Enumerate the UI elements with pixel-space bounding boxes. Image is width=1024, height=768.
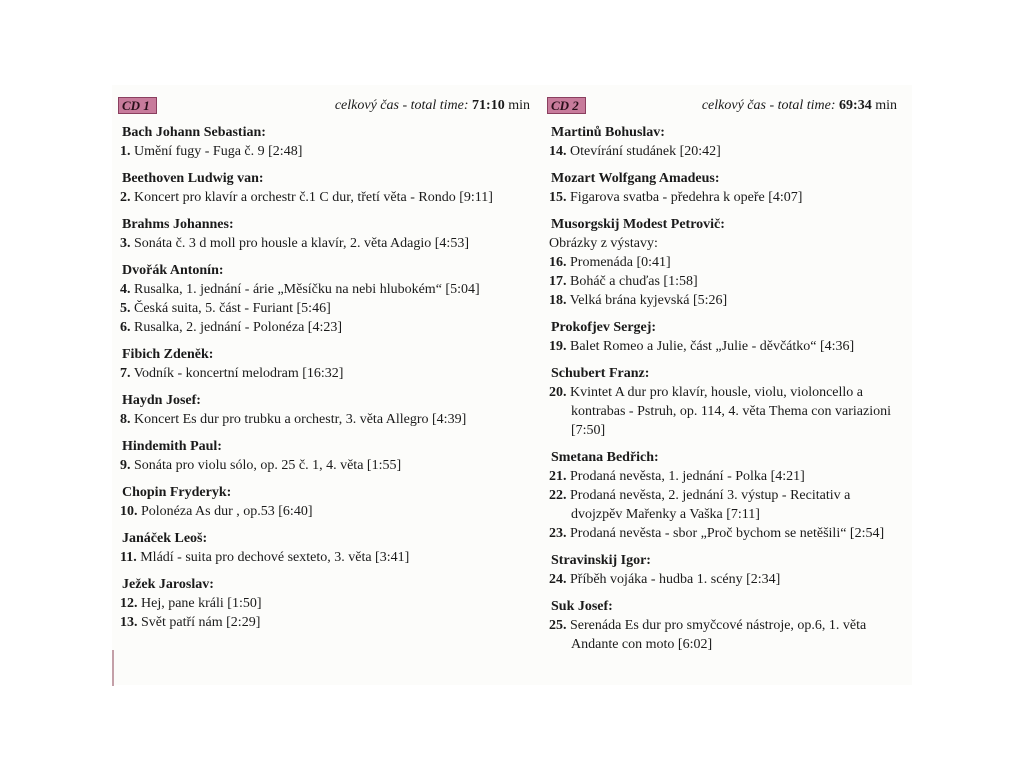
- track-title: Rusalka, 1. jednání - árie „Měsíčku na nebi hlubokém“ [5:04]: [134, 282, 480, 297]
- composer-name: Janáček Leoš:: [122, 531, 208, 546]
- track-number: 4.: [120, 282, 131, 297]
- track-number: 22.: [549, 488, 567, 503]
- track-item: [549, 253, 903, 272]
- track-title: Sonáta pro violu sólo, op. 25 č. 1, 4. věta [1:55]: [134, 458, 402, 473]
- composer-name: Suk Josef:: [551, 599, 613, 614]
- track-item: [120, 364, 536, 383]
- track-item: [120, 188, 536, 207]
- track-title: Koncert pro klavír a orchestr č.1 C dur, třetí věta - Rondo [9:11]: [134, 190, 493, 205]
- track-title: Prodaná nevěsta, 1. jednání - Polka [4:21]: [570, 469, 805, 484]
- track-item: [549, 337, 903, 356]
- track-number: 20.: [549, 385, 567, 400]
- composer-name: Smetana Bedřich:: [551, 450, 659, 465]
- composer-block: [118, 391, 536, 429]
- track-item: [120, 318, 536, 337]
- track-item: [120, 280, 536, 299]
- composer-block: [118, 575, 536, 632]
- composer-name: Hindemith Paul:: [122, 439, 222, 454]
- composer-name: Fibich Zdeněk:: [122, 347, 214, 362]
- track-number: 3.: [120, 236, 131, 251]
- composer-name: Haydn Josef:: [122, 393, 201, 408]
- composer-name: Brahms Johannes:: [122, 217, 234, 232]
- composer-name: Martinů Bohuslav:: [551, 125, 665, 140]
- track-title: Serenáda Es dur pro smyčcové nástroje, op.6, 1. věta Andante con moto [6:02]: [570, 618, 867, 652]
- track-number: 5.: [120, 301, 131, 316]
- track-title: Vodník - koncertní melodram [16:32]: [133, 366, 344, 381]
- track-item: [120, 142, 536, 161]
- composer-block: [547, 215, 903, 310]
- track-item: [120, 548, 536, 567]
- composer-block: [118, 123, 536, 161]
- cd2-column: [547, 96, 903, 662]
- track-number: 18.: [549, 293, 567, 308]
- total-time-unit: min: [508, 98, 530, 113]
- composer-block: [547, 169, 903, 207]
- composer-block: [547, 597, 903, 654]
- composer-block: [547, 551, 903, 589]
- track-title: Balet Romeo a Julie, část „Julie - děvčátko“ [4:36]: [570, 339, 855, 354]
- composer-block: [118, 169, 536, 207]
- composer-block: [118, 345, 536, 383]
- cd2-header: [547, 96, 903, 115]
- track-item: [120, 299, 536, 318]
- cd1-column: [118, 96, 536, 640]
- track-item: [549, 570, 903, 589]
- composer-block: [118, 215, 536, 253]
- composer-block: [547, 318, 903, 356]
- cd1-composer-list: [118, 123, 536, 632]
- track-number: 15.: [549, 190, 567, 205]
- composer-name: Musorgskij Modest Petrovič:: [551, 217, 725, 232]
- track-title: Hej, pane králi [1:50]: [141, 596, 262, 611]
- track-title: Boháč a chuďas [1:58]: [570, 274, 698, 289]
- track-number: 13.: [120, 615, 138, 630]
- track-number: 12.: [120, 596, 138, 611]
- composer-name: Bach Johann Sebastian:: [122, 125, 266, 140]
- track-number: 6.: [120, 320, 131, 335]
- track-number: 21.: [549, 469, 567, 484]
- page-edge-mark: [112, 650, 114, 686]
- composer-block: [118, 261, 536, 337]
- track-number: 8.: [120, 412, 131, 427]
- composer-name: Dvořák Antonín:: [122, 263, 224, 278]
- composer-name: Mozart Wolfgang Amadeus:: [551, 171, 720, 186]
- track-number: 17.: [549, 274, 567, 289]
- track-item: [120, 410, 536, 429]
- total-time-label: celkový čas - total time:: [701, 98, 836, 113]
- track-number: 10.: [120, 504, 138, 519]
- track-title: Mládí - suita pro dechové sexteto, 3. věta [3:41]: [140, 550, 410, 565]
- composer-block: [118, 437, 536, 475]
- composer-name: Prokofjev Sergej:: [551, 320, 657, 335]
- track-title: Svět patří nám [2:29]: [141, 615, 261, 630]
- composer-name: Chopin Fryderyk:: [122, 485, 232, 500]
- track-title: Figarova svatba - předehra k opeře [4:07]: [570, 190, 803, 205]
- cd2-composer-list: [547, 123, 903, 654]
- track-item: [549, 524, 903, 543]
- track-item: [549, 616, 903, 654]
- track-item: [120, 234, 536, 253]
- composer-block: [547, 364, 903, 440]
- track-title: Kvintet A dur pro klavír, housle, violu, violoncello a kontrabas - Pstruh, op. 114, 4. věta Thema con variazioni [7:50]: [570, 385, 891, 438]
- composer-block: [547, 448, 903, 543]
- track-title: Otevírání studánek [20:42]: [570, 144, 721, 159]
- track-item: [549, 486, 903, 524]
- track-item: [120, 594, 536, 613]
- work-subtitle: Obrázky z výstavy:: [549, 236, 658, 251]
- composer-block: [118, 483, 536, 521]
- track-title: Umění fugy - Fuga č. 9 [2:48]: [134, 144, 303, 159]
- composer-name: Ježek Jaroslav:: [122, 577, 214, 592]
- track-title: Velká brána kyjevská [5:26]: [569, 293, 728, 308]
- track-title: Koncert Es dur pro trubku a orchestr, 3. věta Allegro [4:39]: [134, 412, 467, 427]
- track-item: [549, 188, 903, 207]
- track-item: [549, 142, 903, 161]
- composer-name: Stravinskij Igor:: [551, 553, 651, 568]
- track-number: 9.: [120, 458, 131, 473]
- track-number: 11.: [120, 550, 137, 565]
- track-item: [549, 272, 903, 291]
- track-title: Rusalka, 2. jednání - Polonéza [4:23]: [134, 320, 343, 335]
- total-time-value: 69:34: [839, 98, 872, 113]
- composer-name: Beethoven Ludwig van:: [122, 171, 264, 186]
- track-number: 2.: [120, 190, 131, 205]
- track-title: Promenáda [0:41]: [570, 255, 671, 270]
- composer-block: [547, 123, 903, 161]
- track-title: Sonáta č. 3 d moll pro housle a klavír, 2. věta Adagio [4:53]: [134, 236, 469, 251]
- track-item: [549, 291, 903, 310]
- track-number: 24.: [549, 572, 567, 587]
- cd1-total-time: [335, 96, 530, 115]
- track-item: [120, 456, 536, 475]
- track-item: [549, 383, 903, 440]
- total-time-value: 71:10: [472, 98, 505, 113]
- cd2-badge: CD 2: [547, 97, 586, 114]
- track-number: 25.: [549, 618, 567, 633]
- track-number: 19.: [549, 339, 567, 354]
- track-title: Polonéza As dur , op.53 [6:40]: [141, 504, 313, 519]
- track-title: Prodaná nevěsta, 2. jednání 3. výstup - Recitativ a dvojzpěv Mařenky a Vaška [7:11]: [570, 488, 851, 522]
- track-item: [120, 502, 536, 521]
- track-number: 23.: [549, 526, 567, 541]
- track-title: Česká suita, 5. část - Furiant [5:46]: [134, 301, 331, 316]
- track-number: 7.: [120, 366, 131, 381]
- cd2-total-time: [702, 96, 897, 115]
- track-title: Příběh vojáka - hudba 1. scény [2:34]: [570, 572, 781, 587]
- track-item: [120, 613, 536, 632]
- composer-name: Schubert Franz:: [551, 366, 650, 381]
- total-time-label: celkový čas - total time:: [334, 98, 469, 113]
- track-item: [549, 467, 903, 486]
- track-number: 1.: [120, 144, 131, 159]
- cd1-badge: CD 1: [118, 97, 157, 114]
- track-number: 14.: [549, 144, 567, 159]
- track-number: 16.: [549, 255, 567, 270]
- cd1-header: [118, 96, 536, 115]
- track-title: Prodaná nevěsta - sbor „Proč bychom se netěšili“ [2:54]: [570, 526, 885, 541]
- composer-block: [118, 529, 536, 567]
- total-time-unit: min: [875, 98, 897, 113]
